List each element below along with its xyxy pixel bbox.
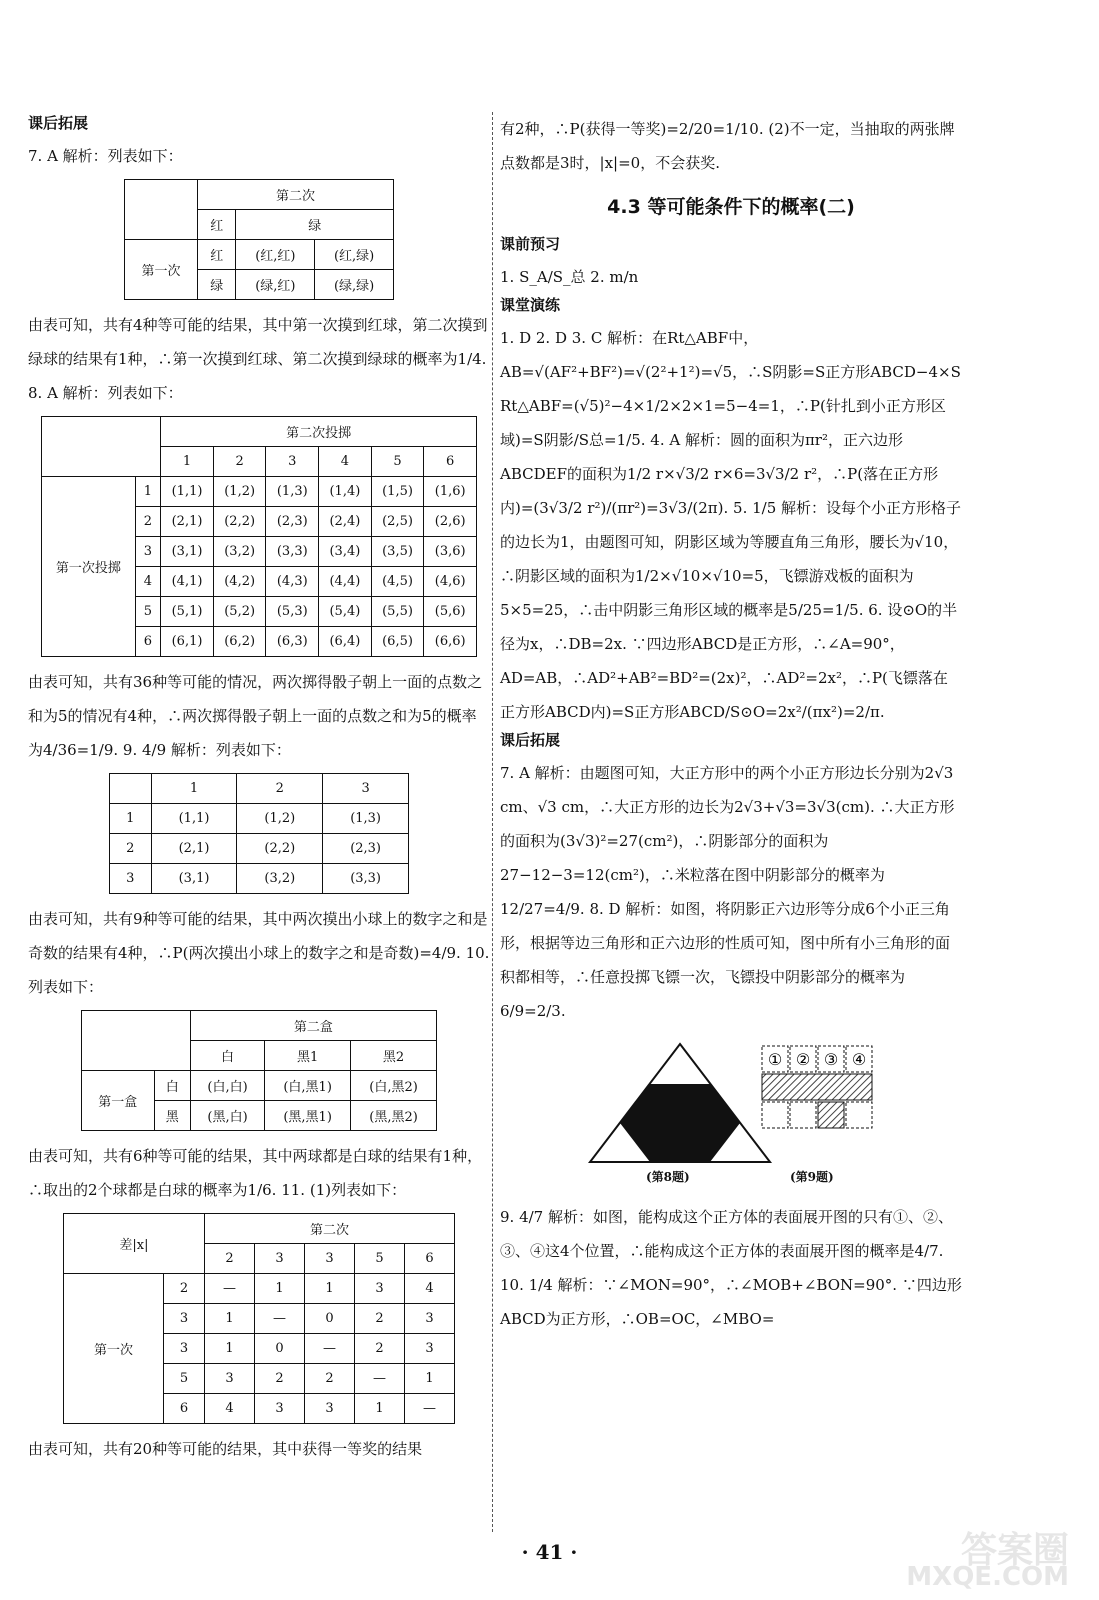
caption-q8: (第8题) <box>646 1170 690 1184</box>
cell: (6,3) <box>266 627 319 657</box>
cell: (3,3) <box>266 537 319 567</box>
cell: (3,5) <box>371 537 424 567</box>
cell: 白 <box>190 1041 264 1071</box>
table-q11 <box>63 1213 455 1424</box>
cell: (5,1) <box>161 597 214 627</box>
cell: 1 <box>254 1274 304 1304</box>
cell: (1,5) <box>371 477 424 507</box>
cell: (黑,白) <box>190 1101 264 1131</box>
cell: 3 <box>164 1334 205 1364</box>
cell: 2 <box>110 834 152 864</box>
cell: (5,6) <box>424 597 477 627</box>
paragraph: 1. D 2. D 3. C 解析：在Rt△ABF中，AB=√(AF²+BF²)=√(2²+1²)=√5，∴S阴影=S正方形ABCD−4×S Rt△ABF=(√5)²−4×1/2×2×1=5−4=1，∴P(针扎到小正方形区域)=S阴影/S总=1/5. 4. A 解析：圆的面积为πr²，正六边形ABCDEF的面积为1/2 r×√3/2 r×6=3√3/2 r²，∴P(落在正方形内)=(3√3/2 r²)/(πr²)=3√3/(2π). 5. 1/5 解析：设每个小正方形格子的边长为1，由题图可知，阴影区域为等腰直角三角形，腰长为√10，∴阴影区域的面积为1/2×√10×√10=5，飞镖游戏板的面积为5×5=25，∴击中阴影三角形区域的概率是5/25=1/5. 6. 设⊙O的半径为x，∴DB=2x. ∵四边形ABCD是正方形，∴∠A=90°，AD=AB，∴AD²+AB²=BD²=(2x)²，∴AD²=2x²，∴P(飞镖落在正方形ABCD内)=S正方形ABCD/S⊙O=2x²/(πx²)=2/π. <box>500 329 962 721</box>
cell: 绿 <box>236 210 394 240</box>
cell: 3 <box>304 1394 354 1424</box>
left-column <box>28 112 490 1466</box>
cell: (2,1) <box>151 834 237 864</box>
watermark-url: MXQE.COM <box>906 1562 1069 1592</box>
cell: — <box>304 1334 354 1364</box>
cell: 3 <box>323 774 409 804</box>
cell: 4 <box>319 447 372 477</box>
cell: 白 <box>154 1071 190 1101</box>
paragraph: 由表可知，共有20种等可能的结果，其中获得一等奖的结果 <box>28 1440 423 1458</box>
cell: 0 <box>254 1334 304 1364</box>
cell: (3,2) <box>237 864 323 894</box>
cell: (4,1) <box>161 567 214 597</box>
table-q7 <box>124 179 394 300</box>
cell: (红,红) <box>236 240 315 270</box>
cell: 1 <box>151 774 237 804</box>
section-head: 课后拓展 <box>500 731 561 749</box>
cell: (3,3) <box>323 864 409 894</box>
table-header: 第二次 <box>198 180 394 210</box>
cell: 6 <box>164 1394 205 1424</box>
cell: 4 <box>204 1394 254 1424</box>
cell: 1 <box>204 1304 254 1334</box>
paragraph: 1. S_A/S_总 2. m/n <box>500 268 639 286</box>
cell: (5,3) <box>266 597 319 627</box>
cell: (4,2) <box>213 567 266 597</box>
table-q10 <box>81 1010 437 1131</box>
section-head: 课前预习 <box>500 235 561 253</box>
cell: (白,黑1) <box>265 1071 351 1101</box>
cell: 4 <box>404 1274 454 1304</box>
table-q8 <box>41 416 477 657</box>
cell: 5 <box>354 1244 404 1274</box>
figure-q9 <box>760 1044 880 1144</box>
cell: (1,2) <box>213 477 266 507</box>
cell: 3 <box>304 1244 354 1274</box>
cell: 2 <box>164 1274 205 1304</box>
cell: — <box>254 1304 304 1334</box>
table-q9 <box>109 773 409 894</box>
cell: 黑1 <box>265 1041 351 1071</box>
circled-1: ① <box>767 1050 783 1069</box>
cell: 4 <box>135 567 161 597</box>
cell: (红,绿) <box>315 240 394 270</box>
paragraph: 9. 4/7 解析：如图，能构成这个正方体的表面展开图的只有①、②、③、④这4个位置，∴能构成这个正方体的表面展开图的概率是4/7. 10. 1/4 解析：∵∠MON=90°，∴∠MOB+∠BON=90°. ∵四边形ABCD为正方形，∴OB=OC，∠MBO= <box>500 1208 962 1328</box>
cell: (黑,黑1) <box>265 1101 351 1131</box>
table-header: 第二次投掷 <box>161 417 477 447</box>
cell: 2 <box>135 507 161 537</box>
row-header: 第一次 <box>125 240 198 300</box>
table-header: 第二次 <box>204 1214 454 1244</box>
circled-2: ② <box>795 1050 811 1069</box>
watermark-logo: 答案圈 <box>960 1530 1069 1571</box>
cell: 2 <box>304 1364 354 1394</box>
cell: — <box>354 1364 404 1394</box>
cell: 6 <box>135 627 161 657</box>
cell: (2,1) <box>161 507 214 537</box>
cell: 3 <box>254 1394 304 1424</box>
cell: (3,6) <box>424 537 477 567</box>
cell: 3 <box>110 864 152 894</box>
corner-cell: 差|x| <box>64 1214 205 1274</box>
cell: (6,1) <box>161 627 214 657</box>
page-number: · 41 · <box>521 1540 578 1564</box>
cell: 1 <box>304 1274 354 1304</box>
cell: (3,2) <box>213 537 266 567</box>
cell: 2 <box>254 1364 304 1394</box>
cell: (1,3) <box>323 804 409 834</box>
cell: (白,黑2) <box>351 1071 437 1101</box>
cell: (2,5) <box>371 507 424 537</box>
cell: (1,6) <box>424 477 477 507</box>
paragraph: 由表可知，共有9种等可能的结果，其中两次摸出小球上的数字之和是奇数的结果有4种，∴P(两次摸出小球上的数字之和是奇数)=4/9. 10. 列表如下： <box>28 910 490 996</box>
cell: 2 <box>354 1334 404 1364</box>
table-row <box>110 804 409 834</box>
cell: 2 <box>204 1244 254 1274</box>
cell: 1 <box>110 804 152 834</box>
circled-4: ④ <box>851 1050 867 1069</box>
table-row <box>110 834 409 864</box>
cell: (2,2) <box>237 834 323 864</box>
cell: 0 <box>304 1304 354 1334</box>
cell: (2,3) <box>323 834 409 864</box>
paragraph: 有2种，∴P(获得一等奖)=2/20=1/10. (2)不一定，当抽取的两张牌点数都是3时，|x|=0，不会获奖. <box>500 120 955 172</box>
figure-q8 <box>588 1040 788 1170</box>
cell: (2,4) <box>319 507 372 537</box>
cell: 3 <box>135 537 161 567</box>
cell: (6,4) <box>319 627 372 657</box>
cell: (黑,黑2) <box>351 1101 437 1131</box>
cell: (4,6) <box>424 567 477 597</box>
row-header: 第一次投掷 <box>42 477 136 657</box>
cell: 3 <box>204 1364 254 1394</box>
cell: — <box>404 1394 454 1424</box>
paragraph: 7. A 解析：列表如下： <box>28 147 183 165</box>
circled-3: ③ <box>823 1050 839 1069</box>
cell: (4,3) <box>266 567 319 597</box>
shaded-square <box>818 1102 844 1128</box>
cell: (6,5) <box>371 627 424 657</box>
cell: 2 <box>354 1304 404 1334</box>
cell: 黑 <box>154 1101 190 1131</box>
cell: (3,1) <box>151 864 237 894</box>
cell: (1,3) <box>266 477 319 507</box>
paragraph: 由表可知，共有36种等可能的情况，两次掷得骰子朝上一面的点数之和为5的情况有4种，∴两次掷得骰子朝上一面的点数之和为5的概率为4/36=1/9. 9. 4/9 解析：列表如下： <box>28 673 483 759</box>
table-header: 第二盒 <box>190 1011 436 1041</box>
cell: 3 <box>164 1304 205 1334</box>
cell: (1,2) <box>237 804 323 834</box>
cell: 1 <box>204 1334 254 1364</box>
cell: (2,3) <box>266 507 319 537</box>
table-row <box>42 477 477 507</box>
cell: 1 <box>161 447 214 477</box>
cell: 红 <box>198 240 236 270</box>
cell: (6,6) <box>424 627 477 657</box>
section-head: 课后拓展 <box>28 114 89 132</box>
table-row <box>64 1274 455 1304</box>
cell: — <box>204 1274 254 1304</box>
cell: 2 <box>213 447 266 477</box>
cell: 红 <box>198 210 236 240</box>
cell: 5 <box>135 597 161 627</box>
cell: (5,2) <box>213 597 266 627</box>
cell: 5 <box>371 447 424 477</box>
cell: (白,白) <box>190 1071 264 1101</box>
cell: 3 <box>404 1334 454 1364</box>
cell: 黑2 <box>351 1041 437 1071</box>
section-head: 课堂演练 <box>500 296 561 314</box>
cell: (6,2) <box>213 627 266 657</box>
cell: 绿 <box>198 270 236 300</box>
paragraph: 由表可知，共有4种等可能的结果，其中第一次摸到红球，第二次摸到绿球的结果有1种，∴第一次摸到红球、第二次摸到绿球的概率为1/4. 8. A 解析：列表如下： <box>28 316 488 402</box>
cell: (绿,绿) <box>315 270 394 300</box>
cell: (1,4) <box>319 477 372 507</box>
cell: 3 <box>266 447 319 477</box>
cell: (1,1) <box>161 477 214 507</box>
cell: (1,1) <box>151 804 237 834</box>
shaded-row <box>762 1074 872 1100</box>
cell: 6 <box>404 1244 454 1274</box>
cell: (3,1) <box>161 537 214 567</box>
cell: (5,4) <box>319 597 372 627</box>
cell: 1 <box>135 477 161 507</box>
section-title: 4.3 等可能条件下的概率(二) <box>607 196 855 218</box>
column-divider <box>492 112 493 1532</box>
row-header: 第一盒 <box>82 1071 155 1131</box>
caption-q9: (第9题) <box>790 1170 834 1184</box>
paragraph: 7. A 解析：由题图可知，大正方形中的两个小正方形边长分别为2√3 cm、√3 cm，∴大正方形的边长为2√3+√3=3√3(cm). ∴大正方形的面积为(3√3)²=27(cm²)，∴阴影部分的面积为27−12−3=12(cm²)，∴米粒落在图中阴影部分的概率为12/27=4/9. 8. D 解析：如图，将阴影正六边形等分成6个小正三角形，根据等边三角形和正六边形的性质可知，图中所有小三角形的面积都相等，∴任意投掷飞镖一次，飞镖投中阴影部分的概率为6/9=2/3. <box>500 764 955 1020</box>
right-column <box>500 112 962 1336</box>
cell: 3 <box>404 1304 454 1334</box>
cell: 2 <box>237 774 323 804</box>
cell: (5,5) <box>371 597 424 627</box>
cell: (2,6) <box>424 507 477 537</box>
cell: 5 <box>164 1364 205 1394</box>
cell: (4,4) <box>319 567 372 597</box>
figures <box>500 1040 962 1190</box>
cell: 3 <box>254 1244 304 1274</box>
cell: 1 <box>354 1394 404 1424</box>
row-header: 第一次 <box>64 1274 164 1424</box>
table-row <box>110 864 409 894</box>
cell: 3 <box>354 1274 404 1304</box>
cell: (4,5) <box>371 567 424 597</box>
paragraph: 由表可知，共有6种等可能的结果，其中两球都是白球的结果有1种，∴取出的2个球都是白球的概率为1/6. 11. (1)列表如下： <box>28 1147 483 1199</box>
cell: 1 <box>404 1364 454 1394</box>
cell: 6 <box>424 447 477 477</box>
cell: (2,2) <box>213 507 266 537</box>
cell: (绿,红) <box>236 270 315 300</box>
cell: (3,4) <box>319 537 372 567</box>
